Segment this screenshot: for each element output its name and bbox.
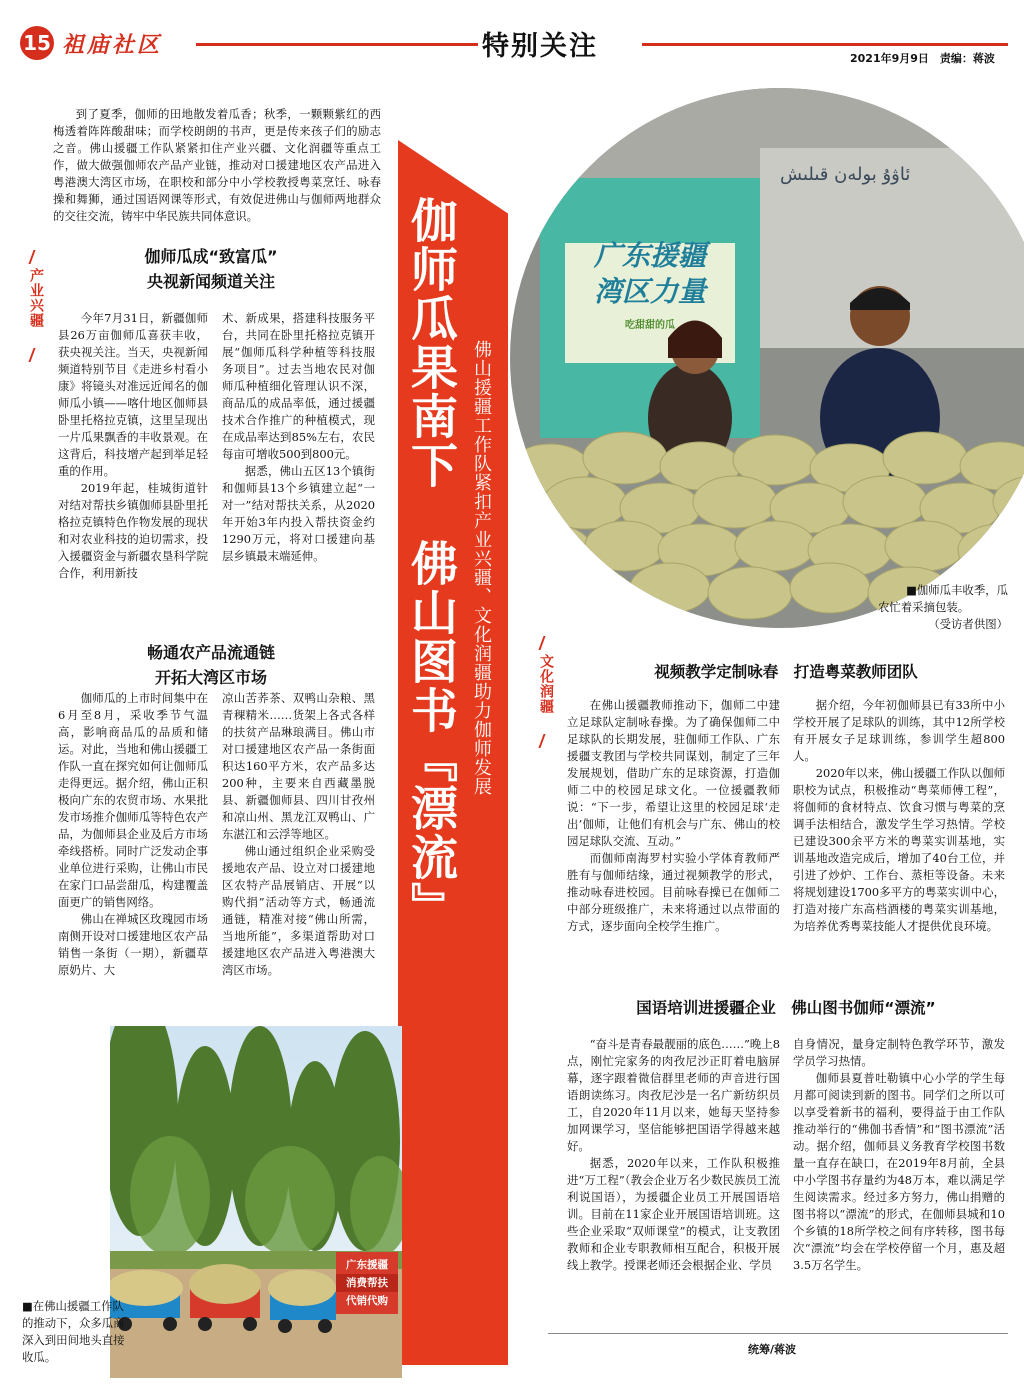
section2-col2-p2: 佛山通过组织企业采购受援地农产品、设立对口援建地区农特产品展销店、开展“以购代捐”活动等方式，畅通流通链，精准对接“佛山所需，当地所能”，多渠道帮助对口援建地区农产品进入粤港澳大湾区市场。 [222,844,375,977]
melon-field-illustration [110,1026,402,1378]
section2-col2 [222,690,375,979]
section1-title-line2: 央视新闻频道关注 [146,272,275,291]
section-title: 特别关注 [482,31,598,62]
sign-line1: 广东援疆 [346,1259,388,1271]
sign-line2: 消费帮扶 [336,1274,398,1292]
section4-col2-p2: 伽师县夏普吐勒镇中心小学的学生每月都可阅读到新的图书。同学们之所以可以享受着新书的福利，要得益于由工作队推动举行的“佛伽书香情”和“图书漂流”活动。据介绍，伽师县义务教育学校图书数量一直存在缺口，在2019年8月前，全县中小学图书存量约为48万本，难以满足学生阅读需求。经过多方努力，佛山捐赠的图书将以“漂流”的形式，在伽师县城和10个乡镇的18所学校之间有序转移，图书每次“漂流”均会在学校停留一个月，惠及超3.5万名学生。 [793,1071,1005,1272]
photo-top-caption-line1: ■伽师瓜丰收季，瓜 [906,583,1008,597]
masthead [0,0,1024,70]
paper-name: 祖庙社区 [62,32,163,58]
section3-col1 [567,697,780,935]
section2-col1-p2: 佛山在禅城区玫瑰园市场南侧开设对口援建地区农产品销售一条街（一期），新疆草原奶片、大 [58,912,208,977]
overhead-sign: ئاۋۇ بولەن قىلىش [780,164,911,185]
footer-editor: 统筹/蒋波 [748,1343,797,1356]
section3-title: 视频教学定制咏春 打造粤菜教师团队 [654,663,918,681]
section3-col1-p1: 在佛山援疆教师推动下，伽师二中建立足球队定制咏春操。为了确保伽师二中足球队的长期发展，驻伽师工作队、广东援疆支教团与学校共同谋划，制定了三年发展规划，借助广东的足球资源，打造伽师二中的校园足球文化。一位援疆教师说：“下一步，希望让这里的校园足球‘走出’伽师，让他们有机会与广东、佛山的校园足球队交流、互动。” [567,698,780,848]
intro-paragraph: 到了夏季，伽师的田地散发着瓜香；秋季，一颗颗紫红的西梅透着阵阵酸甜味；而学校朗朗的书声，更是传来孩子们的励志之音。佛山援疆工作队紧紧扣住产业兴疆、文化润疆等重点工作，做大做强伽师农产品产业链，推动对口援建地区农产品进入粤港澳大湾区市场，在职校和部分中小学校教授粤菜烹饪、咏春操和舞狮，通过国语网课等形式，有效促进佛山与伽师两地群众的交往交流，铸牢中华民族共同体意识。 [53,107,381,223]
section1-col2-p2: 据悉，佛山五区13个镇街和伽师县13个乡镇建立起“一对一”结对帮扶关系，从2020年开始3年内投入帮扶资金约1290万元，将对口援建向基层乡镇最末端延伸。 [222,464,375,563]
section4-col1 [567,1036,780,1274]
page-number-badge: 15 [20,26,54,60]
sign-line3: 代销代购 [346,1295,388,1307]
section3-col2 [793,697,1005,935]
booth-banner-line1: 广东援疆 [593,239,706,272]
section2-col1-p1: 伽师瓜的上市时间集中在6月至8月，采收季节气温高，影响商品瓜的品质和储运。对此，当地和佛山援疆工作队一直在探究如何让伽师瓜走得更远。据介绍，佛山正积极向广东的农贸市场、水果批发市场推介伽师瓜等特色农产品，为伽师县企业及后方市场牵线搭桥。同时广泛发动企事业单位进行采购，让佛山市民在家门口品尝甜瓜，构建覆盖面更广的销售网络。 [58,691,208,909]
photo-top-caption-credit: （受访者供图） [928,617,1008,631]
section3-col1-p2: 而伽师南海罗村实验小学体育教师严胜有与伽师结缘，通过视频教学的形式，推动咏春进校园。目前咏春操已在伽师二中部分班级推广，未来将通过以点带面的方式，逐步面向全校学生推广。 [567,851,780,933]
booth-banner [568,238,732,331]
section3-col2-p2: 2020年以来，佛山援疆工作队以伽师职校为试点，积极推动“粤菜师傅工程”，将伽师的食材特点、饮食习惯与粤菜的烹调手法相结合，激发学生学习热情。学校已建设300余平方米的粤菜实训基地，实训基地改造完成后，增加了40台工位，并引进了炒炉、工作台、蒸柜等设备。未来将规划建设1700多平方的粤菜实训中心，打造对接广东高档酒楼的粤菜实训基地，为培养优秀粤菜技能人才提供优良环境。 [793,766,1005,933]
section3-col2-p1: 据介绍，今年初伽师县已有33所中小学校开展了足球队的训练，其中12所学校有开展女子足球训练，参训学生超800人。 [793,698,1005,763]
section4-col1-p1: “奋斗是青春最靓丽的底色……”晚上8点，刚忙完家务的肉孜尼沙正盯着电脑屏幕，逐字跟着微信群里老师的声音进行国语朗读练习。肉孜尼沙是一名广新纺织员工，自2020年11月以来，她每天坚持参加网课学习，坚信能够把国语学得越来越好。 [567,1037,780,1153]
photo-top-caption [878,582,1008,633]
booth-banner-line2: 湾区力量 [593,275,706,308]
section2-title-line2: 开拓大湾区市场 [154,668,267,687]
section1-col1 [58,310,208,582]
section1-col1-p2: 2019年起，桂城街道针对结对帮扶乡镇伽师县卧里托格拉克镇特色作物发展的现状和对农业科技的迫切需求，投入援疆资金与新疆农垦科学院合作，利用新技 [58,481,208,580]
section4-col2 [793,1036,1005,1274]
section1-col2-p1: 术、新成果，搭建科技服务平台，共同在卧里托格拉克镇开展“伽师瓜科学种植等科技服务项目”。过去当地农民对伽师瓜种植细化管理认识不深，商品瓜的成品率低，通过援疆技术合作推广的种植模式，现在成品率达到85%左右，农民每亩可增收500到800元。 [222,311,375,461]
masthead-rule-left [196,43,478,46]
section2-col1 [58,690,208,979]
section4-title: 国语培训进援疆企业 佛山图书伽师“漂流” [636,999,936,1017]
section1-col1-p1: 今年7月31日，新疆伽师县26万亩伽师瓜喜获丰收，获央视关注。当天，央视新闻频道特别节目《走进乡村看小康》将镜头对准远近闻名的伽师瓜小镇——喀什地区伽师县卧里托格拉克镇，这里呈现出一片瓜果飘香的丰收景观。在这背后，科技增产起到举足轻重的作用。 [58,311,208,478]
section2-title [86,640,336,690]
section1-col2 [222,310,375,565]
date-line: 2021年9月9日 责编：蒋波 [850,52,995,65]
section2-col2-p1: 凉山苦荞茶、双鸭山杂粮、黑青稞精米……货架上各式各样的扶贫产品琳琅满目。佛山市对口援建地区农产品一条街面积达160平方米，农产品多达200种，主要来自西藏墨脱县、新疆伽师县、四川甘孜州和凉山州、黑龙江双鸭山、广东湛江和云浮等地区。 [222,691,375,841]
booth-banner-small: 吃甜甜的瓜 [625,320,675,331]
photo-top-caption-line2: 农忙着采摘包装。 [878,600,970,614]
side-label-culture: 文化润疆 [538,654,554,714]
photo-melon-harvest [510,88,1024,628]
headline-title: 伽师瓜果南下 佛山图书『漂流』 [403,196,458,931]
photo-melon-field [110,1026,402,1378]
section1-title [86,244,336,294]
side-label-industry: 产业兴疆 [28,268,44,328]
section4-col1-p2: 据悉，2020年以来，工作队积极推进“万工程”（教会企业万名少数民族员工流利说国语），为援疆企业员工开展国语培训。目前在11家企业开展国语培训班。这些企业采取“双师课堂”的模式，让支教团教师和企业专职教师相互配合，积极开展线上教学。授课老师还会根据企业、学员 [567,1156,780,1272]
masthead-rule-right [642,43,1008,46]
consumption-aid-sign [336,1252,398,1314]
footer-rule [548,1333,1008,1334]
section4-col2-p1: 自身情况，量身定制特色教学环节，激发学员学习热情。 [793,1037,1005,1068]
headline-subtitle: 佛山援疆工作队紧扣产业兴疆、文化润疆助力伽师发展 [471,340,492,796]
photo-bottom-caption: ■在佛山援疆工作队的推动下，众多瓜商深入到田间地头直接收瓜。 [22,1299,125,1364]
section1-title-line1: 伽师瓜成“致富瓜” [144,247,278,266]
section2-title-line1: 畅通农产品流通链 [146,643,275,662]
